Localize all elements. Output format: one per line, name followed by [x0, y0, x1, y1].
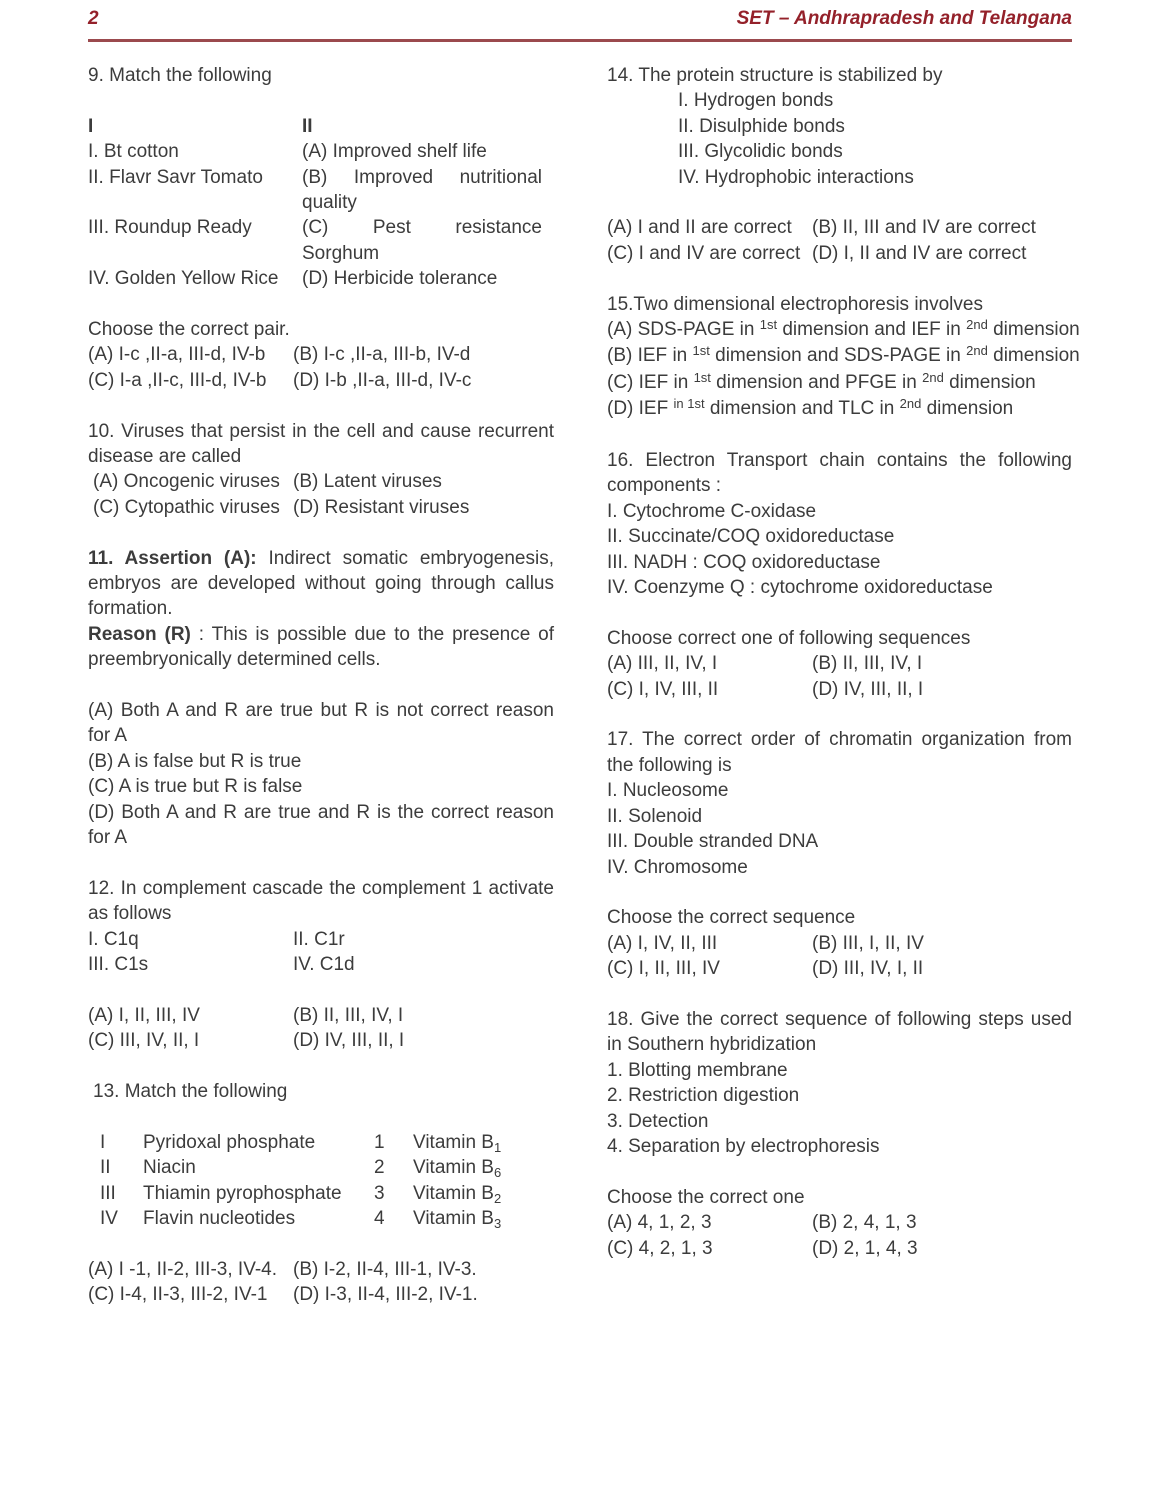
- q9-row: [88, 139, 554, 164]
- header-rule: [88, 39, 1072, 42]
- q15-option-a-text: dimension: [987, 319, 1080, 341]
- q12-items-row: [88, 952, 554, 977]
- q12-item-1: I. C1q: [88, 928, 139, 950]
- q13-option-a: (A) I -1, II-2, III-3, IV-4.: [88, 1258, 277, 1280]
- q15-superscript: 2nd: [966, 343, 988, 359]
- q9-row-continuation: [88, 190, 554, 215]
- spacer: [88, 88, 554, 113]
- q13-roman: II: [100, 1157, 111, 1179]
- q18-step-1: 1. Blotting membrane: [607, 1059, 788, 1081]
- q9-choose: Choose the correct pair.: [88, 318, 290, 340]
- right-column: [607, 63, 1080, 1261]
- q9-options-row: [88, 342, 554, 367]
- q17-item-1: I. Nucleosome: [607, 780, 729, 802]
- q15-superscript: 1st: [693, 369, 711, 385]
- spacer: [607, 600, 1072, 625]
- spacer: [88, 393, 554, 418]
- q9-row: [88, 165, 554, 190]
- spacer: [88, 1231, 554, 1256]
- q15-option-d-text: (D) IEF: [607, 398, 674, 420]
- q15-superscript: 2nd: [966, 317, 988, 333]
- q18-options-row: [607, 1210, 1072, 1235]
- q11-option-a-line1: (A) Both A and R are true but R is not correct reason: [88, 699, 554, 721]
- q13-vitamin-name: Vitamin B: [413, 1182, 494, 1204]
- q17-option-a: (A) I, IV, II, III: [607, 932, 718, 954]
- q13-vitamin-subscript: 6: [493, 1165, 502, 1181]
- q13-compound: Flavin nucleotides: [143, 1207, 296, 1229]
- spacer: [88, 1104, 554, 1129]
- q11-line1-rest: Indirect somatic embryogenesis,: [256, 547, 554, 569]
- q15-option-b-text: dimension: [987, 345, 1080, 367]
- q12-item-4: IV. C1d: [293, 954, 355, 976]
- q13-option-c: (C) I-4, II-3, III-2, IV-1: [88, 1284, 268, 1306]
- q10-option-d: (D) Resistant viruses: [293, 496, 470, 518]
- spacer: [88, 1054, 554, 1079]
- q13-vitamin: [413, 1130, 501, 1156]
- q13-vitamin-subscript: 3: [493, 1215, 502, 1231]
- spacer: [88, 977, 554, 1002]
- spacer: [607, 702, 1072, 727]
- q17-option-b: (B) III, I, II, IV: [812, 932, 924, 954]
- q18-step-3: 3. Detection: [607, 1110, 709, 1132]
- q18-option-a: (A) 4, 1, 2, 3: [607, 1212, 712, 1234]
- q14-option-c: (C) I and IV are correct: [607, 242, 801, 264]
- q15-superscript: in 1st: [673, 396, 705, 412]
- q13-compound: Pyridoxal phosphate: [143, 1131, 316, 1153]
- q10-options-row: [88, 495, 554, 520]
- q13-compound: Thiamin pyrophosphate: [143, 1182, 342, 1204]
- q11-option-d-line2: for A: [88, 827, 128, 848]
- q16-item-2: II. Succinate/COQ oxidoreductase: [607, 526, 895, 548]
- spacer: [88, 520, 554, 545]
- q12-options-row: [88, 1028, 554, 1053]
- q10-option-b: (B) Latent viruses: [293, 471, 442, 493]
- q17-item-4: IV. Chromosome: [607, 856, 748, 878]
- q14-option-a: (A) I and II are correct: [607, 217, 792, 239]
- q10-title-line2: disease are called: [88, 445, 242, 467]
- spacer: [607, 266, 1072, 291]
- q13-table-row: [88, 1206, 554, 1231]
- q13-table-row: [88, 1181, 554, 1206]
- q14-item-4: IV. Hydrophobic interactions: [678, 166, 914, 188]
- q17-title-line1: 17. The correct order of chromatin organization from: [607, 729, 1072, 751]
- spacer: [607, 423, 1072, 448]
- q12-option-c: (C) III, IV, II, I: [88, 1030, 200, 1052]
- spacer: [607, 1159, 1072, 1184]
- q16-option-c: (C) I, IV, III, II: [607, 678, 719, 700]
- q11-option-b: (B) A is false but R is true: [88, 750, 302, 772]
- q9-col1-header: I: [88, 115, 94, 137]
- q13-compound: Niacin: [143, 1157, 196, 1179]
- q12-options-row: [88, 1003, 554, 1028]
- q13-options-row: [88, 1257, 554, 1282]
- q13-title: 13. Match the following: [93, 1081, 288, 1103]
- q17-item-3: III. Double stranded DNA: [607, 831, 819, 853]
- q16-option-b: (B) II, III, IV, I: [812, 653, 923, 675]
- q13-roman: I: [100, 1131, 106, 1153]
- q14-item-3: III. Glycolidic bonds: [678, 141, 843, 163]
- q13-vitamin-subscript: 2: [493, 1190, 502, 1206]
- spacer: [88, 292, 554, 317]
- q9-option-a: (A) I-c ,II-a, III-d, IV-b: [88, 344, 266, 366]
- q9-row-left: III. Roundup Ready: [88, 217, 252, 239]
- q17-options-row: [607, 956, 1072, 981]
- q11-line5: preembryonically determined cells.: [88, 649, 381, 671]
- q11-assertion-label: 11. Assertion (A):: [88, 547, 257, 569]
- q11-line4-rest: : This is possible due to the presence of: [190, 623, 554, 645]
- q9-column-headers: [88, 114, 554, 139]
- q18-options-row: [607, 1236, 1072, 1261]
- q13-vitamin-subscript: 1: [493, 1139, 502, 1155]
- q9-row-left: I. Bt cotton: [88, 141, 179, 163]
- q17-choose: Choose the correct sequence: [607, 907, 856, 929]
- q15-option-d-text: dimension and TLC in: [704, 398, 900, 420]
- q9-option-c: (C) I-a ,II-c, III-d, IV-b: [88, 369, 267, 391]
- spacer: [607, 982, 1072, 1007]
- q18-step-4: 4. Separation by electrophoresis: [607, 1135, 880, 1157]
- q10-option-a: (A) Oncogenic viruses: [93, 471, 280, 493]
- q9-title: 9. Match the following: [88, 65, 272, 86]
- spacer: [88, 673, 554, 698]
- q14-item-2: II. Disulphide bonds: [678, 115, 845, 137]
- q14-option-d: (D) I, II and IV are correct: [812, 242, 1027, 264]
- q16-title-line2: components :: [607, 475, 722, 497]
- q13-number: 2: [374, 1157, 385, 1179]
- q15-superscript: 1st: [759, 317, 778, 333]
- q9-col2-header: II: [302, 115, 313, 137]
- q17-options-row: [607, 931, 1072, 956]
- q10-option-c: (C) Cytopathic viruses: [93, 496, 280, 518]
- spacer: [607, 880, 1072, 905]
- q15-option-b-text: dimension and SDS-PAGE in: [709, 345, 967, 367]
- q16-options-row: [607, 677, 1072, 702]
- q17-title-line2: the following is: [607, 754, 732, 776]
- q13-vitamin-name: Vitamin B: [413, 1157, 494, 1179]
- q9-option-d: (D) I-b ,II-a, III-d, IV-c: [293, 369, 472, 391]
- left-column: [88, 63, 554, 1308]
- q15-option-a: [607, 317, 1080, 343]
- q13-table-row: [88, 1155, 554, 1180]
- q15-option-a-text: dimension and IEF in: [777, 319, 967, 341]
- q15-option-c: [607, 370, 1072, 396]
- page-number: 2: [88, 8, 99, 29]
- q15-superscript: 2nd: [922, 369, 944, 385]
- q9-row-right: (B) Improved nutritional: [302, 166, 542, 188]
- q13-number: 4: [374, 1207, 385, 1229]
- q17-item-2: II. Solenoid: [607, 805, 703, 827]
- q12-option-b: (B) II, III, IV, I: [293, 1004, 404, 1026]
- q15-option-c-text: dimension and PFGE in: [710, 371, 923, 393]
- q17-option-c: (C) I, II, III, IV: [607, 958, 720, 980]
- q13-vitamin: [413, 1155, 501, 1181]
- q9-row-right: Sorghum: [302, 242, 380, 264]
- q15-option-d-text: dimension: [921, 398, 1014, 420]
- q15-option-b-text: (B) IEF in: [607, 345, 693, 367]
- q13-options-row: [88, 1282, 554, 1307]
- q13-vitamin-name: Vitamin B: [413, 1207, 494, 1229]
- q16-item-1: I. Cytochrome C-oxidase: [607, 500, 817, 522]
- q13-vitamin: [413, 1181, 501, 1207]
- q12-item-3: III. C1s: [88, 954, 149, 976]
- q13-roman: IV: [100, 1207, 118, 1229]
- q15-option-d: [607, 396, 1072, 422]
- spacer: [607, 190, 1072, 215]
- q18-choose: Choose the correct one: [607, 1186, 805, 1208]
- q11-option-c: (C) A is true but R is false: [88, 776, 303, 798]
- q12-option-a: (A) I, II, III, IV: [88, 1004, 200, 1026]
- q11-line2: embryos are developed without going through callus: [88, 572, 554, 594]
- q13-vitamin-name: Vitamin B: [413, 1131, 494, 1153]
- q10-title-line1: 10. Viruses that persist in the cell and cause recurrent: [88, 420, 554, 442]
- q15-superscript: 2nd: [899, 396, 922, 412]
- q18-option-b: (B) 2, 4, 1, 3: [812, 1212, 917, 1234]
- q13-number: 3: [374, 1182, 385, 1204]
- q14-options-row: [607, 241, 1072, 266]
- q12-title-line1: 12. In complement cascade the complement 1 activate: [88, 877, 554, 899]
- q9-row-right: (A) Improved shelf life: [302, 141, 487, 163]
- q13-option-d: (D) I-3, II-4, III-2, IV-1.: [293, 1284, 478, 1306]
- q16-choose: Choose correct one of following sequences: [607, 627, 971, 649]
- q15-title: 15.Two dimensional electrophoresis involves: [607, 293, 983, 315]
- q12-title-line2: as follows: [88, 903, 172, 925]
- q9-row-right: (D) Herbicide tolerance: [302, 268, 498, 290]
- q9-row-continuation: [88, 241, 554, 266]
- q15-superscript: 1st: [692, 343, 710, 359]
- q16-title-line1: 16. Electron Transport chain contains the following: [607, 450, 1072, 472]
- q16-options-row: [607, 651, 1072, 676]
- q11-line3: formation.: [88, 598, 173, 620]
- q15-option-b: [607, 343, 1080, 369]
- q18-title-line2: in Southern hybridization: [607, 1034, 817, 1056]
- q15-option-a-text: (A) SDS-PAGE in: [607, 319, 760, 341]
- q9-options-row: [88, 368, 554, 393]
- q9-row: [88, 215, 554, 240]
- q17-option-d: (D) III, IV, I, II: [812, 958, 924, 980]
- q9-row-right: (C) Pest resistance: [302, 217, 542, 239]
- q13-option-b: (B) I-2, II-4, III-1, IV-3.: [293, 1258, 477, 1280]
- q9-row-left: II. Flavr Savr Tomato: [88, 166, 263, 188]
- q15-option-c-text: (C) IEF in: [607, 371, 694, 393]
- q12-option-d: (D) IV, III, II, I: [293, 1030, 405, 1052]
- q9-option-b: (B) I-c ,II-a, III-b, IV-d: [293, 344, 471, 366]
- spacer: [88, 850, 554, 875]
- page-title: SET – Andhrapradesh and Telangana: [736, 8, 1072, 29]
- q12-item-2: II. C1r: [293, 928, 345, 950]
- q11-option-d-line1: (D) Both A and R are true and R is the correct reason: [88, 801, 554, 823]
- q9-row-right: quality: [302, 191, 357, 213]
- q13-table-row: [88, 1130, 554, 1155]
- q10-options-row: [88, 469, 554, 494]
- q18-option-c: (C) 4, 2, 1, 3: [607, 1237, 713, 1259]
- q9-row-left: IV. Golden Yellow Rice: [88, 268, 279, 290]
- q9-row: [88, 266, 554, 291]
- q14-options-row: [607, 215, 1072, 240]
- q16-option-d: (D) IV, III, II, I: [812, 678, 924, 700]
- q16-option-a: (A) III, II, IV, I: [607, 653, 718, 675]
- q11-line4: [88, 622, 554, 647]
- q13-vitamin: [413, 1206, 501, 1232]
- q13-number: 1: [374, 1131, 385, 1153]
- q18-option-d: (D) 2, 1, 4, 3: [812, 1237, 918, 1259]
- q11-reason-label: Reason (R): [88, 623, 191, 645]
- q16-item-3: III. NADH : COQ oxidoreductase: [607, 551, 881, 573]
- q12-items-row: [88, 927, 554, 952]
- q13-roman: III: [100, 1182, 116, 1204]
- q16-item-4: IV. Coenzyme Q : cytochrome oxidoreductase: [607, 577, 993, 599]
- q15-option-c-text: dimension: [943, 371, 1036, 393]
- q14-item-1: I. Hydrogen bonds: [678, 90, 834, 112]
- q14-title: 14. The protein structure is stabilized by: [607, 65, 943, 86]
- q14-option-b: (B) II, III and IV are correct: [812, 217, 1036, 239]
- q11-option-a-line2: for A: [88, 725, 128, 747]
- q11-line1: [88, 546, 554, 571]
- q18-title-line1: 18. Give the correct sequence of following steps used: [607, 1008, 1072, 1030]
- q18-step-2: 2. Restriction digestion: [607, 1085, 800, 1107]
